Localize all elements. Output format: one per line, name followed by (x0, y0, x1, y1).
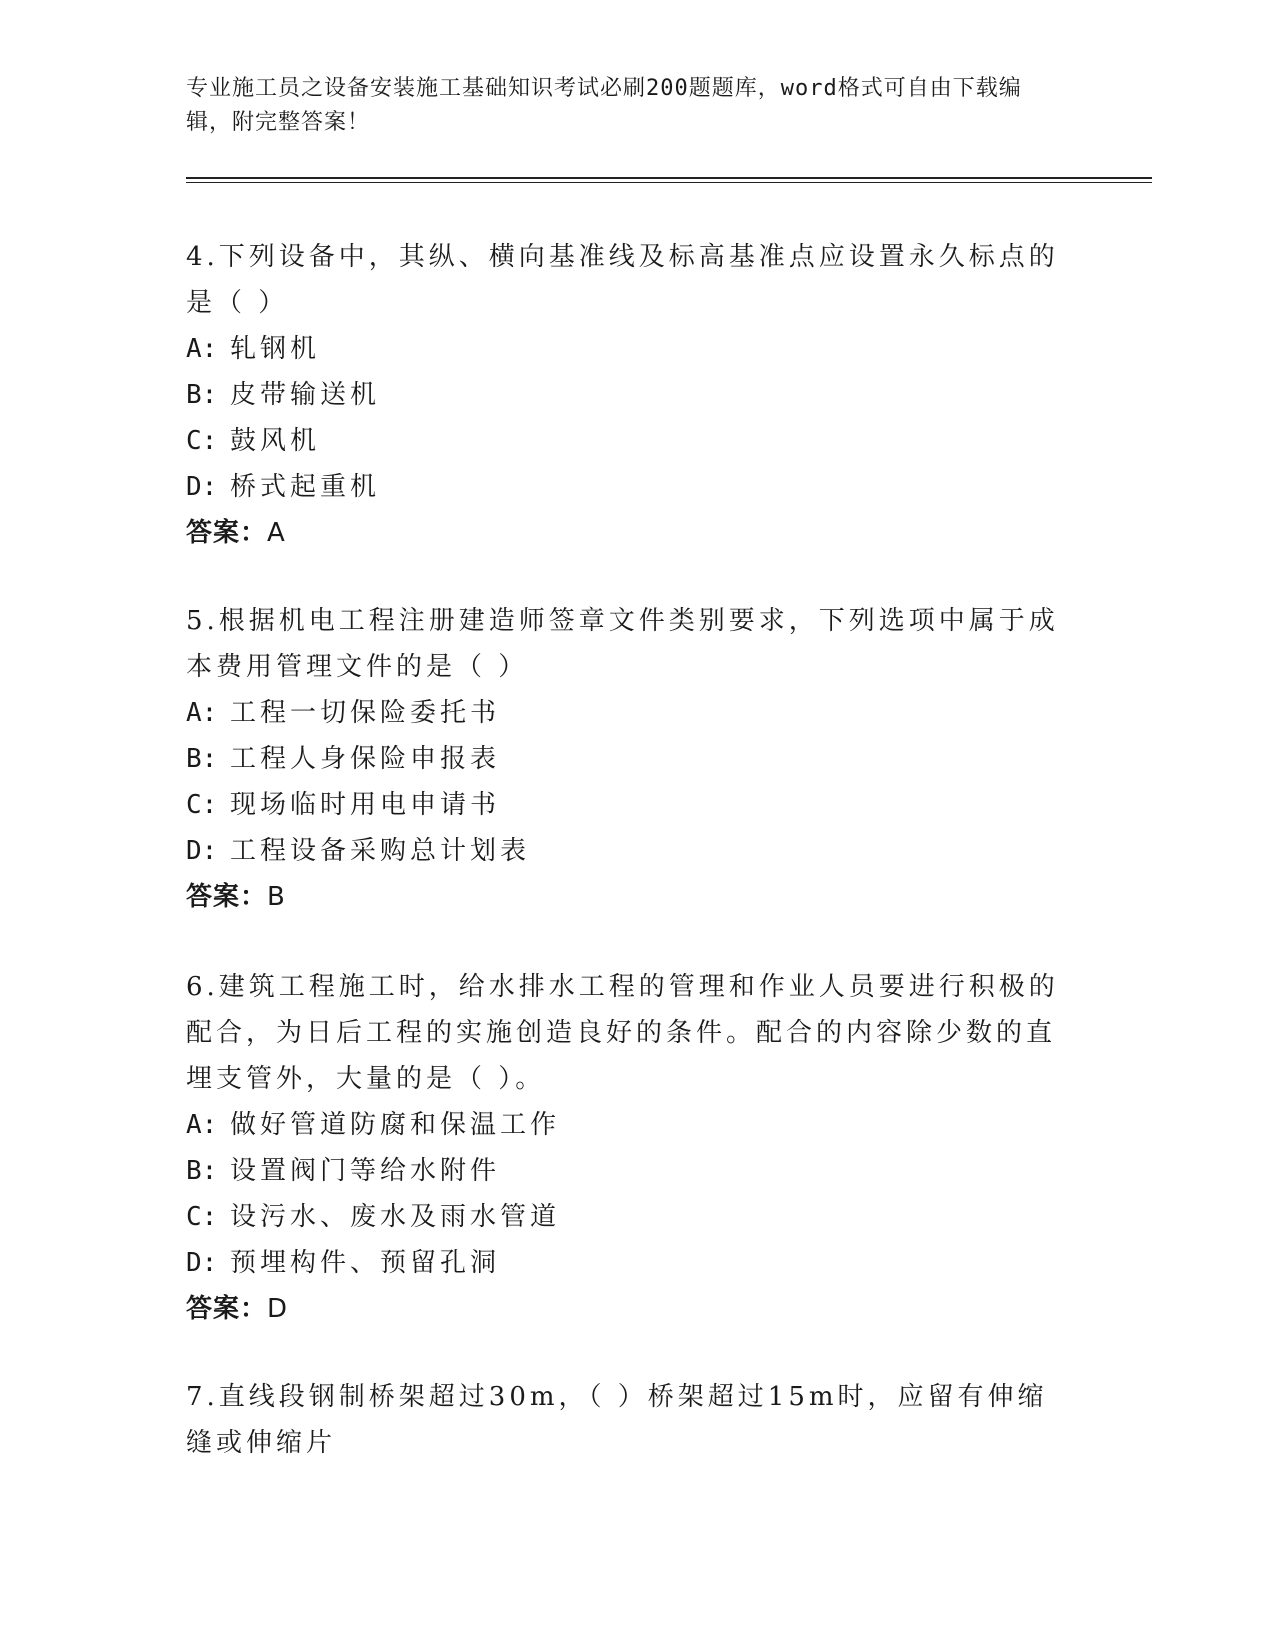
option-letter: B: (186, 744, 218, 774)
answer-line (186, 510, 1066, 556)
option-a (186, 326, 1066, 372)
answer-line (186, 1286, 1066, 1332)
option-letter: D: (186, 472, 218, 502)
option-text: 现场临时用电申请书 (230, 790, 501, 820)
question-6 (186, 964, 1066, 1332)
option-b (186, 372, 1066, 418)
question-stem: 4.下列设备中，其纵、横向基准线及标高基准点应设置永久标点的是（ ） (186, 242, 1059, 318)
answer-value: B (267, 882, 286, 912)
option-text: 工程一切保险委托书 (230, 698, 501, 728)
option-letter: A: (186, 334, 218, 364)
question-stem: 5.根据机电工程注册建造师签章文件类别要求，下列选项中属于成本费用管理文件的是（ ） (186, 606, 1059, 682)
option-letter: C: (186, 426, 218, 456)
option-text: 预埋构件、预留孔洞 (230, 1248, 501, 1278)
answer-label: 答案： (186, 1294, 268, 1324)
option-text: 轧钢机 (230, 334, 321, 364)
answer-line (186, 874, 1066, 920)
option-letter: B: (186, 1156, 218, 1186)
option-letter: D: (186, 836, 218, 866)
answer-value: D (267, 1294, 289, 1324)
option-a (186, 1102, 1066, 1148)
option-d (186, 1240, 1066, 1286)
option-text: 鼓风机 (230, 426, 321, 456)
question-stem: 7.直线段钢制桥架超过30m，（ ）桥架超过15m时，应留有伸缩缝或伸缩片 (186, 1382, 1048, 1458)
option-text: 设污水、废水及雨水管道 (230, 1202, 561, 1232)
option-b (186, 1148, 1066, 1194)
option-c (186, 1194, 1066, 1240)
header-divider (186, 177, 1152, 183)
question-stem: 6.建筑工程施工时，给水排水工程的管理和作业人员要进行积极的配合，为日后工程的实施创造良好的条件。配合的内容除少数的直埋支管外，大量的是（ ）。 (186, 972, 1059, 1094)
option-c (186, 418, 1066, 464)
option-letter: C: (186, 790, 218, 820)
option-text: 桥式起重机 (230, 472, 381, 502)
option-letter: C: (186, 1202, 218, 1232)
document-header: 专业施工员之设备安装施工基础知识考试必刷200题题库，word格式可自由下载编辑，附完整答案！ (186, 76, 1022, 135)
option-letter: D: (186, 1248, 218, 1278)
option-letter: A: (186, 1110, 218, 1140)
option-a (186, 690, 1066, 736)
option-text: 工程人身保险申报表 (230, 744, 501, 774)
option-c (186, 782, 1066, 828)
question-5 (186, 598, 1066, 920)
answer-value: A (267, 518, 286, 548)
answer-label: 答案： (186, 518, 268, 548)
option-text: 设置阀门等给水附件 (230, 1156, 501, 1186)
option-text: 做好管道防腐和保温工作 (230, 1110, 561, 1140)
option-d (186, 828, 1066, 874)
option-b (186, 736, 1066, 782)
question-4 (186, 234, 1066, 556)
question-7 (186, 1374, 1066, 1466)
option-d (186, 464, 1066, 510)
option-text: 皮带输送机 (230, 380, 381, 410)
answer-label: 答案： (186, 882, 268, 912)
option-text: 工程设备采购总计划表 (230, 836, 531, 866)
option-letter: A: (186, 698, 218, 728)
option-letter: B: (186, 380, 218, 410)
